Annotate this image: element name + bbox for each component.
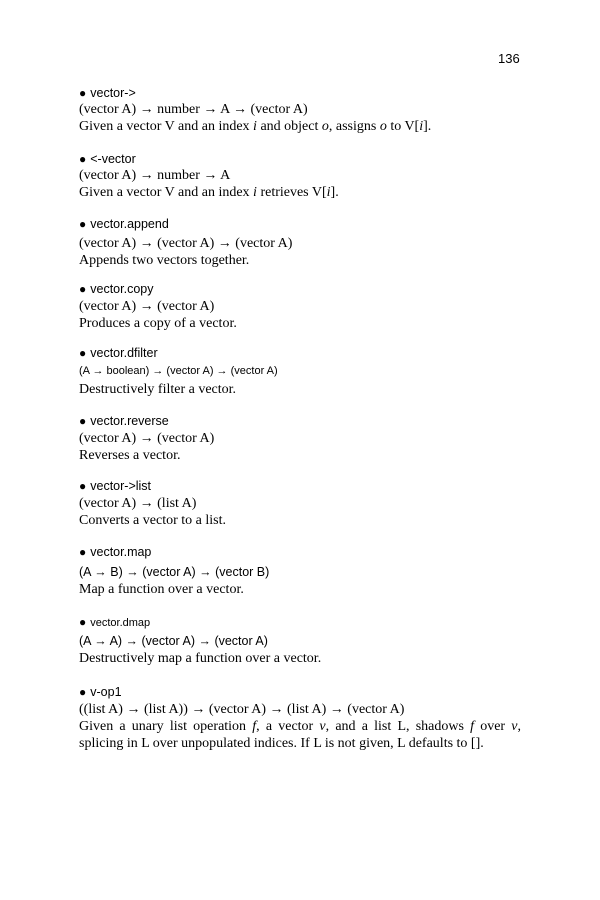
entry-name-text: vector.dmap — [90, 617, 151, 629]
entry-name — [79, 545, 521, 560]
entry-name-text: vector-> — [90, 86, 136, 100]
bullet-icon: ● — [79, 414, 87, 428]
entry-description: Appends two vectors together. — [79, 253, 250, 268]
entry-vector-to-list — [79, 479, 521, 529]
entry-name-text: vector.dfilter — [90, 346, 158, 360]
entry-name — [79, 346, 521, 361]
bullet-icon: ● — [79, 615, 87, 629]
entry-name-text: v-op1 — [90, 685, 122, 699]
entry-signature: (A → A) → (vector A) → (vector A) — [79, 634, 268, 648]
entry-signature: (vector A) → (list A) — [79, 496, 197, 511]
entry-name — [79, 479, 521, 494]
entry-name — [79, 86, 521, 101]
entry-name-text: vector->list — [90, 479, 152, 493]
entry-v-op1 — [79, 685, 521, 752]
entry-description: Destructively filter a vector. — [79, 382, 237, 397]
entry-name-text: vector.reverse — [90, 414, 169, 428]
bullet-icon: ● — [79, 86, 87, 100]
entry-description: Reverses a vector. — [79, 448, 181, 463]
page-number: 136 — [498, 51, 520, 66]
entry-description: Given a vector V and an index i and object o, assigns o to V[i]. — [79, 119, 432, 134]
entry-description: Map a function over a vector. — [79, 582, 244, 597]
entry-name-text: vector.map — [90, 545, 152, 559]
entry-name-text: <-vector — [90, 152, 136, 166]
entry-vector-map — [79, 545, 521, 598]
bullet-icon: ● — [79, 217, 87, 231]
entry-signature: (vector A) → (vector A) — [79, 299, 215, 314]
entry-name — [79, 414, 521, 429]
entry-name — [79, 282, 521, 297]
entry-name — [79, 615, 521, 630]
bullet-icon: ● — [79, 479, 87, 493]
entry-signature: (vector A) → (vector A) → (vector A) — [79, 236, 293, 251]
entry-name — [79, 217, 521, 232]
entry-vector-get — [79, 152, 521, 201]
entry-vector-dfilter — [79, 346, 521, 398]
entry-description: Destructively map a function over a vector. — [79, 651, 322, 666]
entry-description: Given a unary list operation f, a vector v, and a list L, shadows f over v, splicing in L over unpopulated indices. If L is not given, L defaults to []. — [79, 719, 521, 751]
entry-vector-copy — [79, 282, 521, 332]
bullet-icon: ● — [79, 282, 87, 296]
entry-description: Given a vector V and an index i retrieves V[i]. — [79, 185, 339, 200]
entry-name-text: vector.append — [90, 217, 169, 231]
entry-vector-append — [79, 217, 521, 269]
entry-name — [79, 685, 521, 700]
bullet-icon: ● — [79, 152, 87, 166]
entry-vector-reverse — [79, 414, 521, 464]
entry-description: Produces a copy of a vector. — [79, 316, 237, 331]
entry-name-text: vector.copy — [90, 282, 154, 296]
entry-signature: (A → boolean) → (vector A) → (vector A) — [79, 365, 278, 377]
entry-name — [79, 152, 521, 167]
bullet-icon: ● — [79, 685, 87, 699]
entry-vector-dmap — [79, 615, 521, 667]
bullet-icon: ● — [79, 346, 87, 360]
entry-description: Converts a vector to a list. — [79, 513, 226, 528]
entry-signature: ((list A) → (list A)) → (vector A) → (list A) → (vector A) — [79, 702, 405, 717]
entry-signature: (vector A) → number → A → (vector A) — [79, 102, 308, 117]
entry-signature: (vector A) → (vector A) — [79, 431, 215, 446]
entry-vector-set — [79, 86, 521, 135]
entry-signature: (vector A) → number → A — [79, 168, 231, 183]
entry-signature: (A → B) → (vector A) → (vector B) — [79, 565, 270, 579]
bullet-icon: ● — [79, 545, 87, 559]
